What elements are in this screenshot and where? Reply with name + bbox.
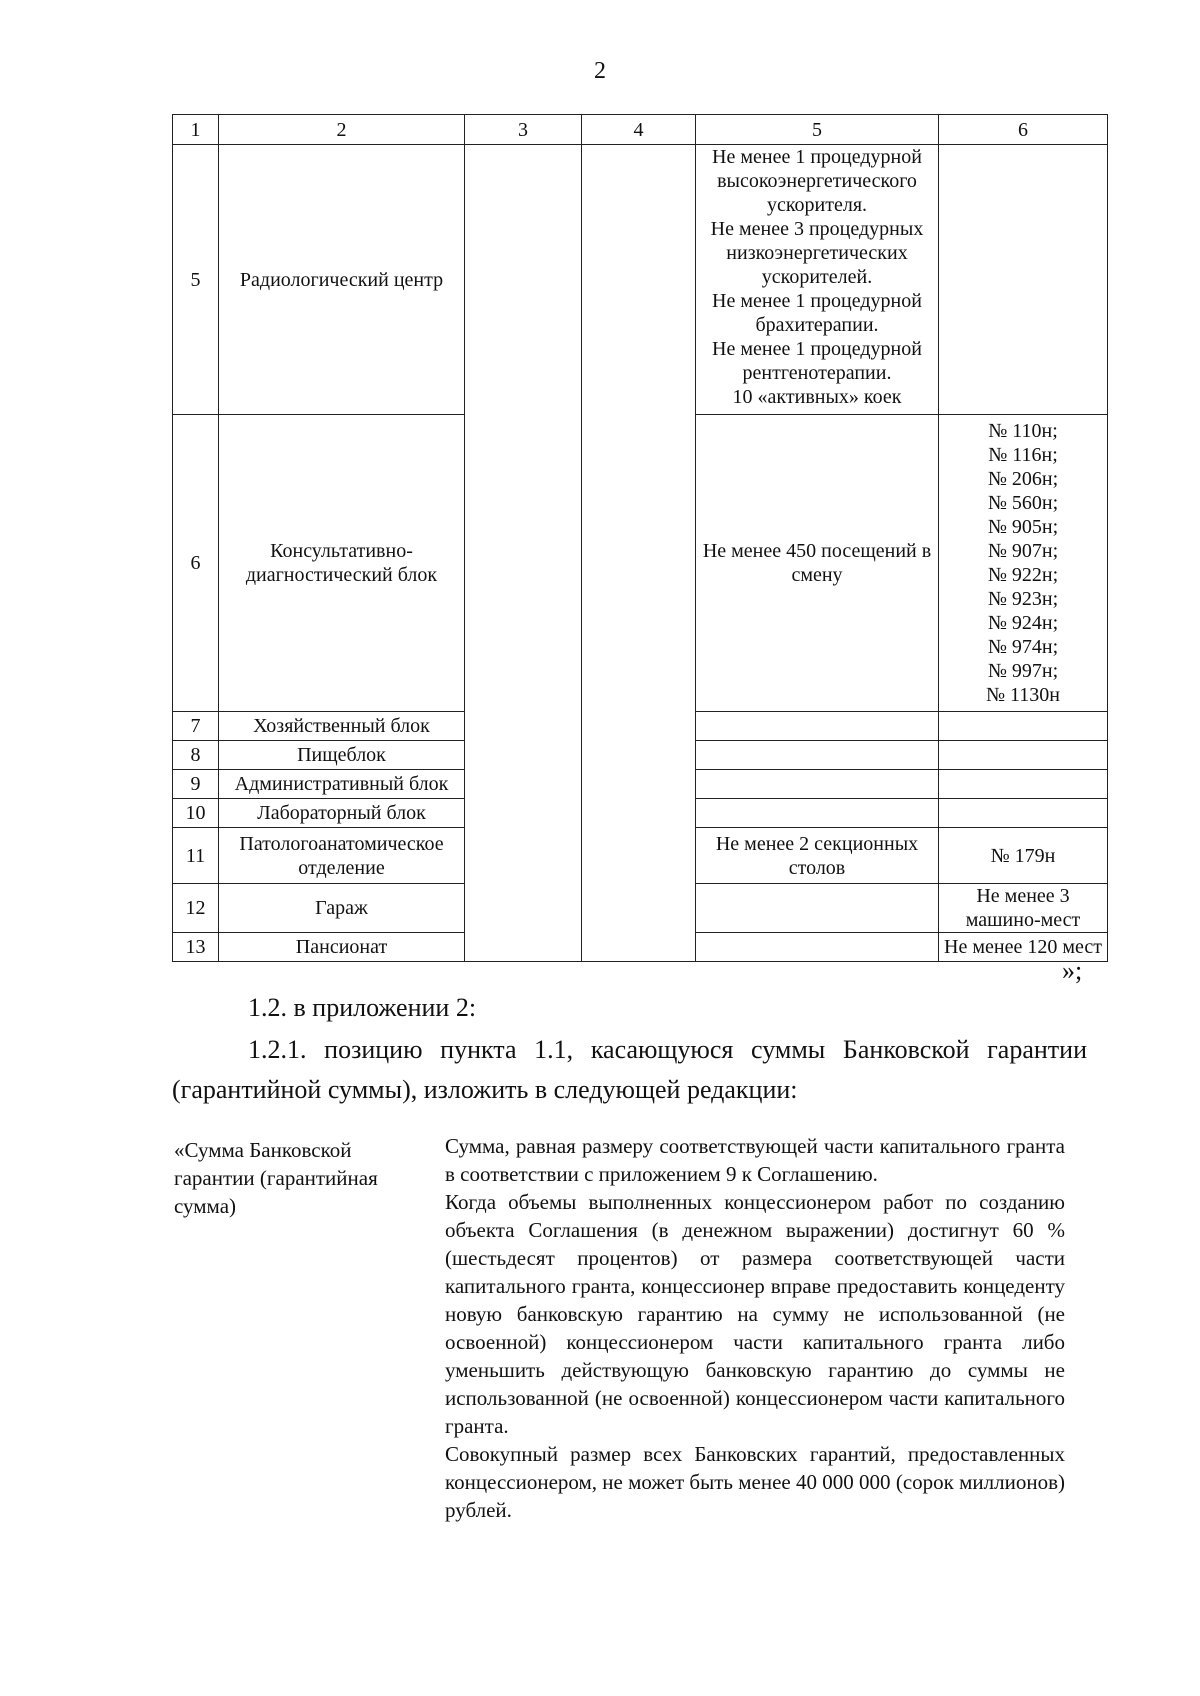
order-line: № 560н; xyxy=(987,492,1059,514)
row-orders xyxy=(939,799,1108,828)
row-orders xyxy=(939,712,1108,741)
order-line: № 974н; xyxy=(987,636,1059,658)
capacity-line: Не менее 1 процедурной рентгенотерапии. xyxy=(712,338,922,384)
row-name: Радиологический центр xyxy=(219,145,465,415)
order-line: № 924н; xyxy=(987,612,1059,634)
capacity-line: 10 «активных» коек xyxy=(732,386,902,408)
row-capacity xyxy=(696,741,939,770)
row-number: 11 xyxy=(173,828,219,884)
section-1-2: 1.2. в приложении 2: xyxy=(248,993,477,1022)
table-header-row xyxy=(173,115,1108,145)
order-line: № 1130н xyxy=(985,684,1061,706)
order-line: № 116н; xyxy=(988,444,1058,466)
row-capacity xyxy=(696,712,939,741)
row-name: Пансионат xyxy=(219,933,465,962)
row-orders xyxy=(939,145,1108,415)
row-number: 12 xyxy=(173,884,219,933)
capacity-line: Не менее 1 процедурной высокоэнергетического ускорителя. xyxy=(712,146,922,216)
row-capacity xyxy=(696,770,939,799)
row-name: Патологоанатомическое отделение xyxy=(219,828,465,884)
empty-cell xyxy=(465,145,582,962)
header-cell: 4 xyxy=(582,115,696,145)
definition-paragraph: Когда объемы выполненных концессионером работ по созданию объекта Соглашения (в денежном выражении) достигнут 60 % (шестьдесят процентов) от размера соответствующей части капитального гранта, концессионер вправе предоставить концеденту новую банковскую гарантию на сумму не использованной (не освоенной) концессионером части капитального гранта либо уменьшить действующую банковскую гарантию до суммы не использованной (не освоенной) концессионером части капитального гранта. xyxy=(445,1190,1065,1438)
row-capacity: Не менее 450 посещений в смену xyxy=(696,415,939,712)
row-number: 9 xyxy=(173,770,219,799)
definition-paragraph: Сумма, равная размеру соответствующей части капитального гранта в соответствии с приложением 9 к Соглашению. xyxy=(445,1134,1065,1186)
page-number: 2 xyxy=(594,58,606,84)
row-name: Консультативно-диагностический блок xyxy=(219,415,465,712)
row-orders xyxy=(939,770,1108,799)
row-capacity: Не менее 120 мест xyxy=(939,933,1108,962)
table-row xyxy=(173,145,1108,415)
row-name: Лабораторный блок xyxy=(219,799,465,828)
row-name: Пищеблок xyxy=(219,741,465,770)
capacity-line: Не менее 3 процедурных низкоэнергетических ускорителей. xyxy=(710,218,924,288)
capacity-line: Не менее 1 процедурной брахитерапии. xyxy=(712,290,922,336)
closing-quote: »; xyxy=(1062,956,1083,985)
order-line: № 997н; xyxy=(987,660,1059,682)
empty-cell xyxy=(696,884,939,933)
row-number: 5 xyxy=(173,145,219,415)
section-1-2-1: 1.2.1. позицию пункта 1.1, касающуюся суммы Банковской гарантии (гарантийной суммы), изложить в следующей редакции: xyxy=(172,1035,1087,1104)
row-number: 7 xyxy=(173,712,219,741)
row-capacity: Не менее 2 секционных столов xyxy=(696,828,939,884)
definition-paragraph: Совокупный размер всех Банковских гарантий, предоставленных концессионером, не может быть менее 40 000 000 (сорок миллионов) рублей. xyxy=(445,1442,1065,1522)
header-cell: 2 xyxy=(219,115,465,145)
row-orders: № 179н xyxy=(939,828,1108,884)
order-line: № 206н; xyxy=(987,468,1059,490)
order-line: № 905н; xyxy=(987,516,1059,538)
row-capacity: Не менее 3 машино-мест xyxy=(939,884,1108,933)
order-line: № 907н; xyxy=(987,540,1059,562)
row-capacity xyxy=(696,799,939,828)
header-cell: 1 xyxy=(173,115,219,145)
header-cell: 6 xyxy=(939,115,1108,145)
row-number: 6 xyxy=(173,415,219,712)
definition-text xyxy=(445,1132,1065,1524)
header-cell: 3 xyxy=(465,115,582,145)
row-number: 8 xyxy=(173,741,219,770)
definition-label: «Сумма Банковской гарантии (гарантийная сумма) xyxy=(174,1138,378,1218)
row-name: Административный блок xyxy=(219,770,465,799)
row-orders xyxy=(939,415,1108,712)
empty-cell xyxy=(582,145,696,962)
header-cell: 5 xyxy=(696,115,939,145)
order-line: № 110н; xyxy=(988,420,1058,442)
row-name: Хозяйственный блок xyxy=(219,712,465,741)
row-number: 13 xyxy=(173,933,219,962)
facilities-table xyxy=(172,114,1108,962)
row-capacity xyxy=(696,145,939,415)
row-number: 10 xyxy=(173,799,219,828)
order-line: № 922н; xyxy=(987,564,1059,586)
row-name: Гараж xyxy=(219,884,465,933)
empty-cell xyxy=(696,933,939,962)
order-line: № 923н; xyxy=(987,588,1059,610)
row-orders xyxy=(939,741,1108,770)
